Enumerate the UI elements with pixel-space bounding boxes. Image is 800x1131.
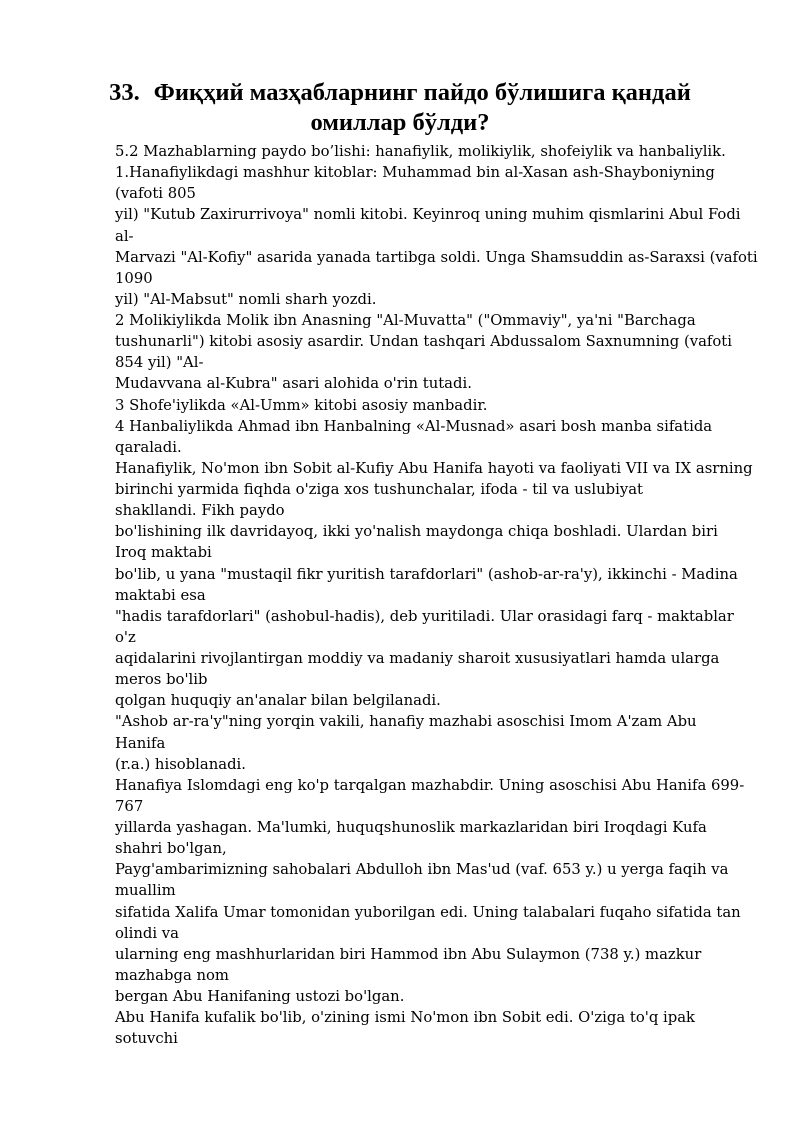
text-line: "Ashob ar-ra'y"ning yorqin vakili, hanafiy mazhabi asoschisi Imom A'zam Abu	[115, 713, 697, 731]
text-line: muallim	[115, 882, 176, 900]
text-line: Iroq maktabi	[115, 544, 212, 562]
text-line: 854 yil) "Al-	[115, 354, 204, 372]
document-body	[115, 141, 758, 1049]
text-line: 4 Hanbaliylikda Ahmad ibn Hanbalning «Al-Musnad» asari bosh manba sifatida	[115, 417, 713, 435]
title-text: Фиқҳий мазҳабларнинг пайдо бўлишига қандай омиллар бўлди?	[153, 79, 691, 136]
title-number: 33.	[109, 79, 140, 106]
text-line: 2 Molikiylikda Molik ibn Anasning "Al-Muvatta" ("Ommaviy", ya'ni "Barchaga	[115, 312, 696, 329]
text-line: tushunarli") kitobi asosiy asardir. Undan tashqari Abdussalom Saxnumning (vafoti	[115, 333, 732, 351]
text-line: (vafoti 805	[115, 185, 196, 203]
text-line: yil) "Al-Mabsut" nomli sharh yozdi.	[115, 290, 377, 308]
text-line: o'z	[115, 628, 136, 646]
text-line: yil) "Kutub Zaxirurrivoya" nomli kitobi. Keyinroq uning muhim qismlarini Abul Fodi	[115, 206, 741, 224]
text-line: ularning eng mashhurlaridan biri Hammod ibn Abu Sulaymon (738 y.) mazkur	[115, 945, 702, 963]
text-line: bergan Abu Hanifaning ustozi bo'lgan.	[115, 988, 405, 1005]
text-line: Mudavvana al-Kubra" asari alohida o'rin tutadi.	[115, 375, 472, 393]
text-line: Hanafiylik, No'mon ibn Sobit al-Kufiy Abu Hanifa hayoti va faoliyati VII va IX asrning	[115, 459, 753, 477]
text-line: (r.a.) hisoblanadi.	[115, 755, 246, 773]
text-line: Marvazi "Al-Kofiy" asarida yanada tartibga soldi. Unga Shamsuddin as-Saraxsi (vafoti	[115, 248, 758, 266]
text-line: mazhabga nom	[115, 966, 229, 984]
text-line: 767	[115, 797, 144, 815]
text-line: qaraladi.	[115, 438, 182, 456]
text-line: yillarda yashagan. Ma'lumki, huquqshunoslik markazlaridan biri Iroqdagi Kufa	[115, 819, 707, 836]
text-line: Abu Hanifa kufalik bo'lib, o'zining ismi No'mon ibn Sobit edi. O'ziga to'q ipak	[115, 1009, 695, 1027]
text-line: Hanifa	[115, 734, 166, 752]
text-line: bo'lishining ilk davridayoq, ikki yo'nalish maydonga chiqa boshladi. Ulardan biri	[115, 523, 718, 541]
text-line: aqidalarini rivojlantirgan moddiy va madaniy sharoit xususiyatlari hamda ularga	[115, 650, 720, 667]
text-line: bo'lib, u yana "mustaqil fikr yuritish tarafdorlari" (ashob-ar-ra'y), ikkinchi - Madina	[115, 565, 738, 583]
text-line: al-	[115, 227, 134, 245]
text-line: sifatida Xalifa Umar tomonidan yuborilgan edi. Uning talabalari fuqaho sifatida tan	[115, 903, 741, 921]
text-line: maktabi esa	[115, 586, 206, 604]
text-line: 1090	[115, 269, 153, 287]
text-line: shahri bo'lgan,	[115, 840, 227, 858]
text-line: Payg'ambarimizning sahobalari Abdulloh ibn Mas'ud (vaf. 653 y.) u yerga faqih va	[115, 861, 729, 879]
text-line: sotuvchi	[115, 1030, 178, 1048]
text-line: Hanafiya Islomdagi eng ko'p tarqalgan mazhabdir. Uning asoschisi Abu Hanifa 699-	[115, 776, 745, 794]
text-line: olindi va	[115, 924, 179, 942]
text-line: birinchi yarmida fiqhda o'ziga xos tushunchalar, ifoda - til va uslubiyat	[115, 481, 643, 498]
text-line: 3 Shofe'iylikda «Al-Umm» kitobi asosiy manbadir.	[115, 396, 488, 414]
text-line: qolgan huquqiy an'analar bilan belgilanadi.	[115, 692, 441, 710]
text-line: 5.2 Mazhablarning paydo bo’lishi: hanafiylik, molikiylik, shofeiylik va hanbaliylik.	[115, 143, 726, 160]
text-line: 1.Hanafiylikdagi mashhur kitoblar: Muhammad bin al-Xasan ash-Shayboniyning	[115, 164, 715, 182]
text-line: "hadis tarafdorlari" (ashobul-hadis), deb yuritiladi. Ular orasidagi farq - maktablar	[115, 607, 734, 625]
text-line: meros bo'lib	[115, 671, 208, 689]
page-title	[100, 78, 700, 138]
text-line: shakllandi. Fikh paydo	[115, 502, 285, 520]
